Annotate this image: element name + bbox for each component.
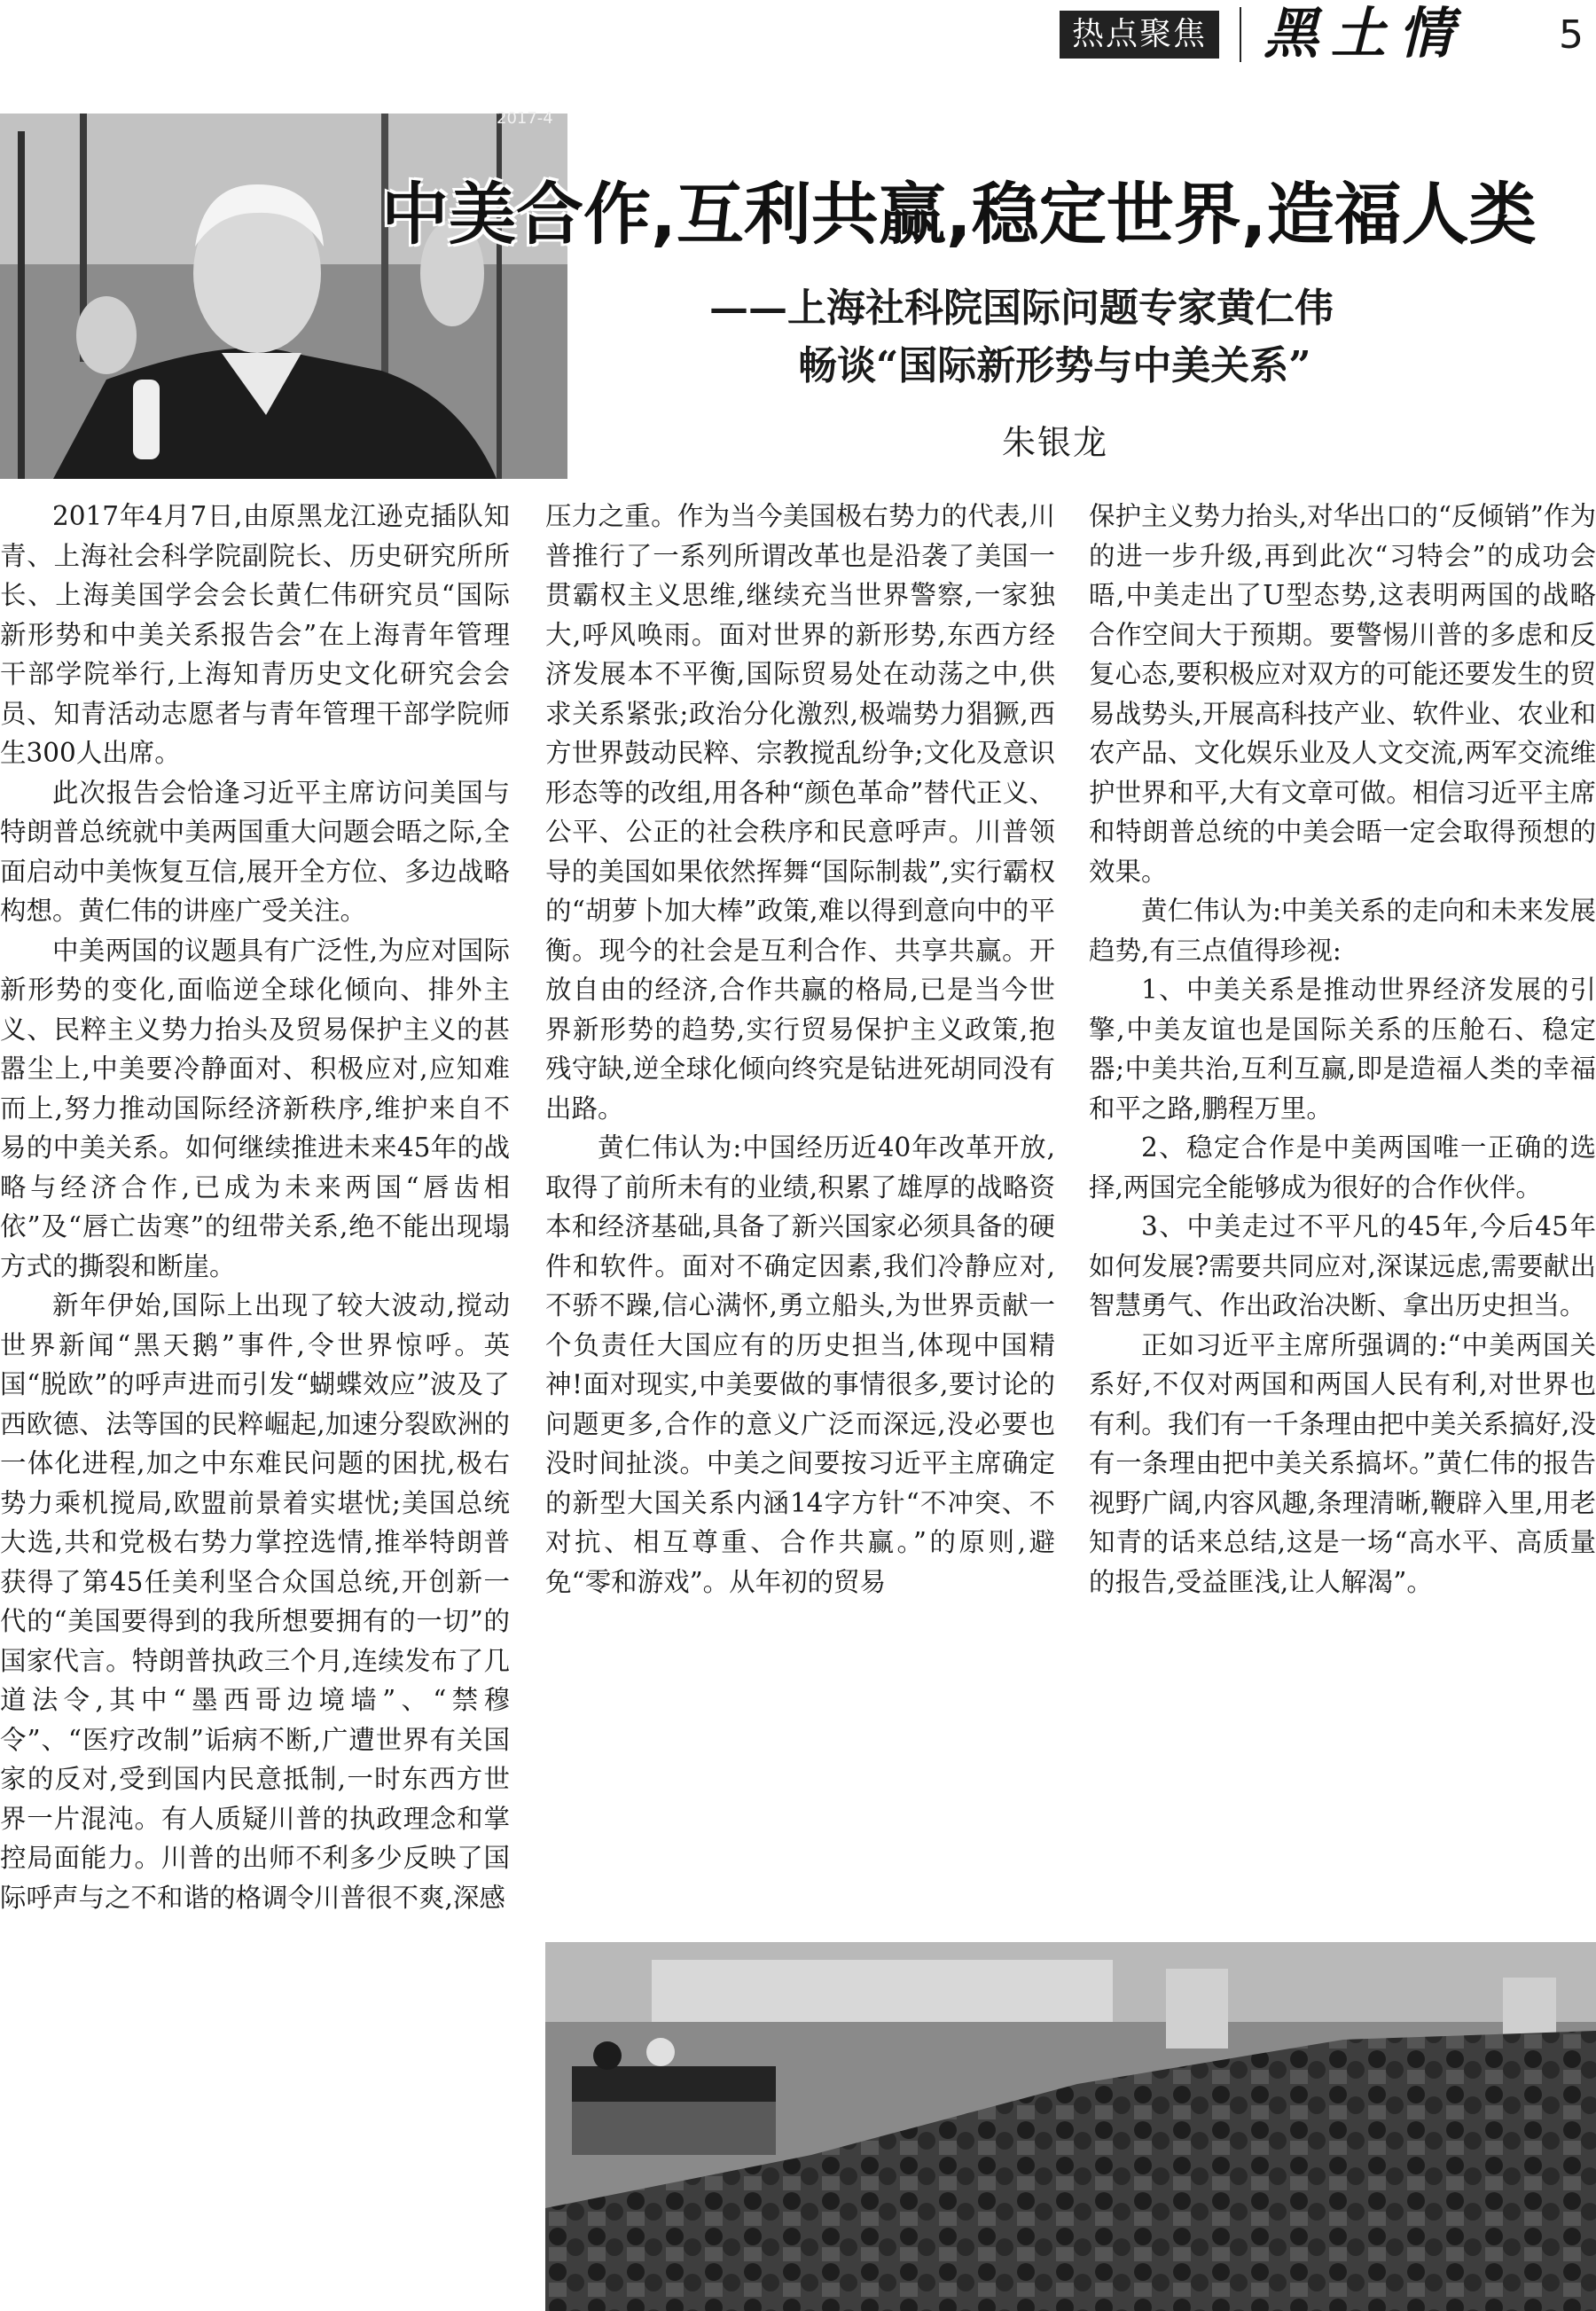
article-paragraph: 1、中美关系是推动世界经济发展的引擎,中美友谊也是国际关系的压舱石、稳定器;中美共治,互利互赢,即是造福人类的幸福和平之路,鹏程万里。 bbox=[1089, 975, 1596, 1124]
article-paragraph: 黄仁伟认为:中国经历近40年改革开放,取得了前所未有的业绩,积累了雄厚的战略资本和经济基础,具备了新兴国家必须具备的硬件和软件。面对不确定因素,我们冷静应对,不骄不躁,信心满怀,勇立船头,为世界贡献一个负责任大国应有的历史担当,体现中国精神!面对现实,中美要做的事情很多,要讨论的问题更多,合作的意义广泛而深远,没必要也没时间扯淡。中美之间要按习近平主席确定的新型大国关系内涵14字方针“不冲突、不对抗、相互尊重、合作共赢。”的原则,避免“零和游戏”。从年初的贸易 bbox=[545, 1132, 1055, 1597]
article-column-3 bbox=[1089, 497, 1596, 1902]
article-title: 中美合作,互利共赢,稳定世界,造福人类 bbox=[381, 175, 1537, 254]
article-paragraph: 正如习近平主席所强调的:“中美两国关系好,不仅对两国和两国人民有利,对世界也有利。我们有一千条理由把中美关系搞好,没有一条理由把中美关系搞坏。”黄仁伟的报告视野广阔,内容风趣,条理清晰,鞭辟入里,用老知青的话来总结,这是一场“高水平、高质量的报告,受益匪浅,让人解渴”。 bbox=[1089, 1329, 1596, 1597]
article-paragraph: 新年伊始,国际上出现了较大波动,搅动世界新闻“黑天鹅”事件,令世界惊呼。英国“脱欧”的呼声进而引发“蝴蝶效应”波及了西欧德、法等国的民粹崛起,加速分裂欧洲的一体化进程,加之中东难民问题的困扰,极右势力乘机搅局,欧盟前景着实堪忧;美国总统大选,共和党极右势力掌控选情,推举特朗普获得了第45任美利坚合众国总统,开创新一代的“美国要得到的我所想要拥有的一切”的国家代言。特朗普执政三个月,连续发布了几道法令,其中“墨西哥边境墙”、“禁穆令”、“医疗改制”诟病不断,广遭世界有关国家的反对,受到国内民意抵制,一时东西方世界一片混沌。有人质疑川普的执政理念和掌控局面能力。川普的出师不利多少反映了国际呼声与之不和谐的格调令川普很不爽,深感 bbox=[0, 1290, 510, 1913]
article-paragraph: 3、中美走过不平凡的45年,今后45年如何发展?需要共同应对,深谋远虑,需要献出智慧勇气、作出政治决断、拿出历史担当。 bbox=[1089, 1211, 1596, 1320]
article-column-1 bbox=[0, 497, 510, 2311]
article-author: 朱银龙 bbox=[1002, 423, 1109, 462]
article-subtitle-line-2: 畅谈“国际新形势与中美关系” bbox=[798, 343, 1311, 388]
header-divider bbox=[1240, 7, 1241, 62]
article-paragraph: 黄仁伟认为:中美关系的走向和未来发展趋势,有三点值得珍视: bbox=[1089, 896, 1596, 966]
audience-photo bbox=[545, 1942, 1596, 2311]
article-column-2 bbox=[545, 497, 1055, 1902]
article-paragraph: 压力之重。作为当今美国极右势力的代表,川普推行了一系列所谓改革也是沿袭了美国一贯霸权主义思维,继续充当世界警察,一家独大,呼风唤雨。面对世界的新形势,东西方经济发展本不平衡,国际贸易处在动荡之中,供求关系紧张;政治分化激烈,极端势力猖獗,西方世界鼓动民粹、宗教搅乱纷争;文化及意识形态等的改组,用各种“颜色革命”替代正义、公平、公正的社会秩序和民意呼声。川普领导的美国如果依然挥舞“国际制裁”,实行霸权的“胡萝卜加大棒”政策,难以得到意向中的平衡。现今的社会是互利合作、共享共赢。开放自由的经济,合作共赢的格局,已是当今世界新形势的趋势,实行贸易保护主义政策,抱残守缺,逆全球化倾向终究是钻进死胡同没有出路。 bbox=[545, 501, 1055, 1124]
photo-date-stamp: 2017-4 bbox=[497, 109, 553, 128]
section-tag: 热点聚焦 bbox=[1060, 11, 1219, 59]
article-paragraph: 中美两国的议题具有广泛性,为应对国际新形势的变化,面临逆全球化倾向、排外主义、民粹主义势力抬头及贸易保护主义的甚嚣尘上,中美要冷静面对、积极应对,应知难而上,努力推动国际经济新秩序,维护来自不易的中美关系。如何继续推进未来45年的战略与经济合作,已成为未来两国“唇齿相依”及“唇亡齿寒”的纽带关系,绝不能出现塌方式的撕裂和断崖。 bbox=[0, 935, 510, 1281]
article-subtitle-line-1: ——上海社科院国际问题专家黄仁伟 bbox=[709, 286, 1334, 331]
article-paragraph: 此次报告会恰逢习近平主席访问美国与特朗普总统就中美两国重大问题会晤之际,全面启动中美恢复互信,展开全方位、多边战略构想。黄仁伟的讲座广受关注。 bbox=[0, 777, 510, 926]
masthead-logo: 黑土情 bbox=[1264, 1, 1467, 66]
speaker-photo bbox=[0, 114, 567, 479]
speaker-photo-graphic bbox=[0, 114, 567, 479]
audience-photo-graphic bbox=[545, 1942, 1596, 2311]
article-paragraph: 保护主义势力抬头,对华出口的“反倾销”作为的进一步升级,再到此次“习特会”的成功会晤,中美走出了U型态势,这表明两国的战略合作空间大于预期。要警惕川普的多虑和反复心态,要积极应对双方的可能还要发生的贸易战势头,开展高科技产业、软件业、农业和农产品、文化娱乐业及人文交流,两军交流维护世界和平,大有文章可做。相信习近平主席和特朗普总统的中美会晤一定会取得预想的效果。 bbox=[1089, 501, 1596, 887]
article-paragraph: 2、稳定合作是中美两国唯一正确的选择,两国完全能够成为很好的合作伙伴。 bbox=[1089, 1132, 1596, 1203]
article-paragraph: 2017年4月7日,由原黑龙江逊克插队知青、上海社会科学院副院长、历史研究所所长、上海美国学会会长黄仁伟研究员“国际新形势和中美关系报告会”在上海青年管理干部学院举行,上海知青历史文化研究会会员、知青活动志愿者与青年管理干部学院师生300人出席。 bbox=[0, 501, 510, 768]
page-number: 5 bbox=[1559, 12, 1584, 58]
